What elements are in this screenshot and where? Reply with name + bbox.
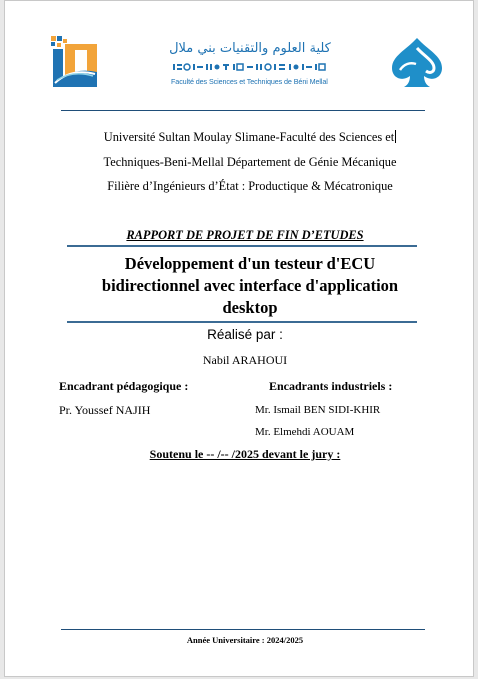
industrial-supervisors-label: Encadrants industriels : bbox=[269, 379, 393, 393]
defense-date: Soutenu le -- /-- /2025 devant le jury : bbox=[149, 447, 341, 461]
document-page bbox=[4, 0, 474, 677]
tifinagh-script-icon bbox=[173, 63, 331, 71]
academic-supervisor-name: Pr. Youssef NAJIH bbox=[59, 403, 151, 417]
industrial-supervisor-2: Mr. Elmehdi AOUAM bbox=[255, 426, 355, 438]
faculty-french-name: Faculté des Sciences et Techniques de Béni Mellal bbox=[171, 77, 328, 86]
institution-line-3: Filière d’Ingénieurs d’État : Productique & Mécatronique bbox=[107, 179, 393, 193]
academic-year: Année Universitaire : 2024/2025 bbox=[186, 635, 304, 645]
text-cursor bbox=[395, 130, 396, 143]
title-bottom-rule bbox=[67, 321, 417, 323]
author-name: Nabil ARAHOUI bbox=[202, 353, 288, 367]
footer-divider bbox=[61, 629, 425, 630]
institution-line-2: Techniques-Beni-Mellal Département de Génie Mécanique bbox=[103, 155, 397, 169]
institution-line-1: Université Sultan Moulay Slimane-Faculté des Sciences et bbox=[103, 130, 395, 144]
title-line-1: Développement d'un testeur d'ECU bbox=[124, 254, 376, 273]
title-line-3: desktop bbox=[222, 298, 278, 317]
report-title bbox=[75, 253, 425, 319]
faculty-name-logo bbox=[165, 41, 335, 93]
industrial-supervisor-1: Mr. Ismail BEN SIDI-KHIR bbox=[255, 404, 381, 416]
usms-logo-icon bbox=[390, 34, 445, 89]
author-label: Réalisé par : bbox=[207, 327, 283, 342]
fst-logo-icon bbox=[49, 36, 99, 91]
academic-supervisor-label: Encadrant pédagogique : bbox=[59, 379, 189, 393]
faculty-arabic-name: كلية العلوم والتقنيات بني ملال bbox=[169, 41, 331, 56]
title-top-rule bbox=[67, 245, 417, 247]
header-divider bbox=[61, 110, 425, 111]
report-type: RAPPORT DE PROJET DE FIN D’ETUDES bbox=[126, 228, 364, 242]
title-line-2: bidirectionnel avec interface d'application bbox=[101, 276, 399, 295]
